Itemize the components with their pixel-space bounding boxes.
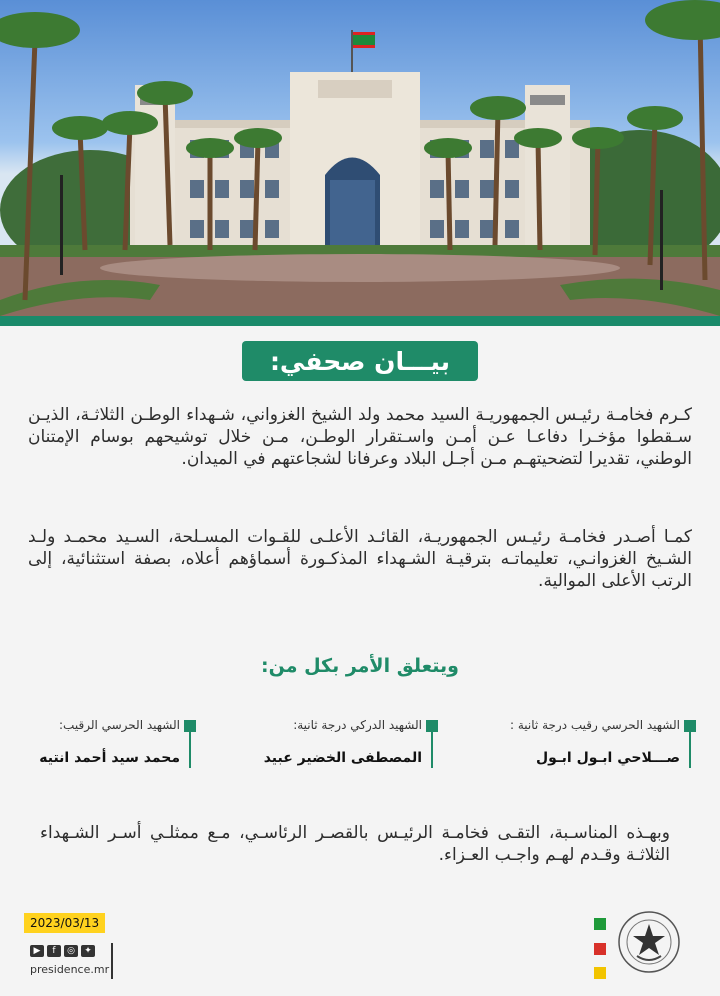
martyrs-subtitle: ويتعلق الأمر بكل من:: [261, 655, 459, 677]
palace-photo: [0, 0, 720, 316]
martyr-role: الشهيد الحرسي رقيب درجة ثانية :: [510, 718, 680, 732]
martyr-name: المصطفى الخضير عبيد: [263, 750, 422, 766]
bullet-line: [689, 732, 691, 768]
martyr-entry: [0, 720, 196, 770]
bullet-square: [684, 720, 696, 732]
martyr-role: الشهيد الحرسي الرقيب:: [59, 718, 180, 732]
bullet-line: [189, 732, 191, 768]
martyr-entry: [500, 720, 696, 770]
flag-dot-red: [594, 943, 606, 955]
youtube-icon[interactable]: ▶: [30, 945, 44, 957]
date-badge: 2023/03/13: [24, 913, 105, 933]
statement-paragraph-3: وبهـذه المناسـبة، التقـى فخامـة الرئيـس بالقصـر الرئاسـي، مـع ممثلـي أسـر الشـهداء الثلاثـة وقـدم لهـم واجـب العـزاء.: [40, 823, 670, 865]
palace-illustration: [0, 0, 720, 316]
accent-band: [0, 316, 720, 326]
martyr-role: الشهيد الدركي درجة ثانية:: [293, 718, 422, 732]
statement-paragraph-2: كمـا أصـدر فخامـة رئيـس الجمهوريـة، القائـد الأعلـى للقـوات المسـلحة، السـيد محمـد ولـد الشـيخ الغزوانـي، تعليماتـه بترقيـة الشـهداء المذكـورة أسماؤهم أعلاه، بصفة استثنائية، إلى الرتب الأعلى الموالية.: [28, 527, 692, 591]
instagram-icon[interactable]: ◎: [64, 945, 78, 957]
footer-divider: [111, 943, 113, 979]
social-links: [30, 945, 95, 957]
flag-dot-yellow: [594, 967, 606, 979]
martyr-name: محمد سيد أحمد انتيه: [39, 750, 180, 766]
twitter-icon[interactable]: ✦: [81, 945, 95, 957]
martyr-entry: [242, 720, 438, 770]
statement-paragraph-1: كـرم فخامـة رئيـس الجمهوريـة السيد محمد ولد الشيخ الغزواني، شـهداء الوطـن الثلاثـة، الذيـن سـقطوا مؤخـرا دفاعـا عـن أمـن واسـتقرار الوطـن، مـن خلال توشيحهم بوسام الإمتنان الوطني، تقديرا لتضحيتهـم مـن أجـل البلاد وعرفانا لشجاعتهم في الميدان.: [28, 405, 692, 469]
page-title: بيـــان صحفي:: [242, 341, 478, 381]
bullet-square: [184, 720, 196, 732]
presidency-seal-logo: [617, 910, 681, 978]
flag-dot-green: [594, 918, 606, 930]
facebook-icon[interactable]: f: [47, 945, 61, 957]
website-link[interactable]: presidence.mr: [30, 963, 110, 976]
bullet-line: [431, 732, 433, 768]
bullet-square: [426, 720, 438, 732]
martyr-name: صـــلاحي ابـول ابـول: [535, 750, 680, 766]
